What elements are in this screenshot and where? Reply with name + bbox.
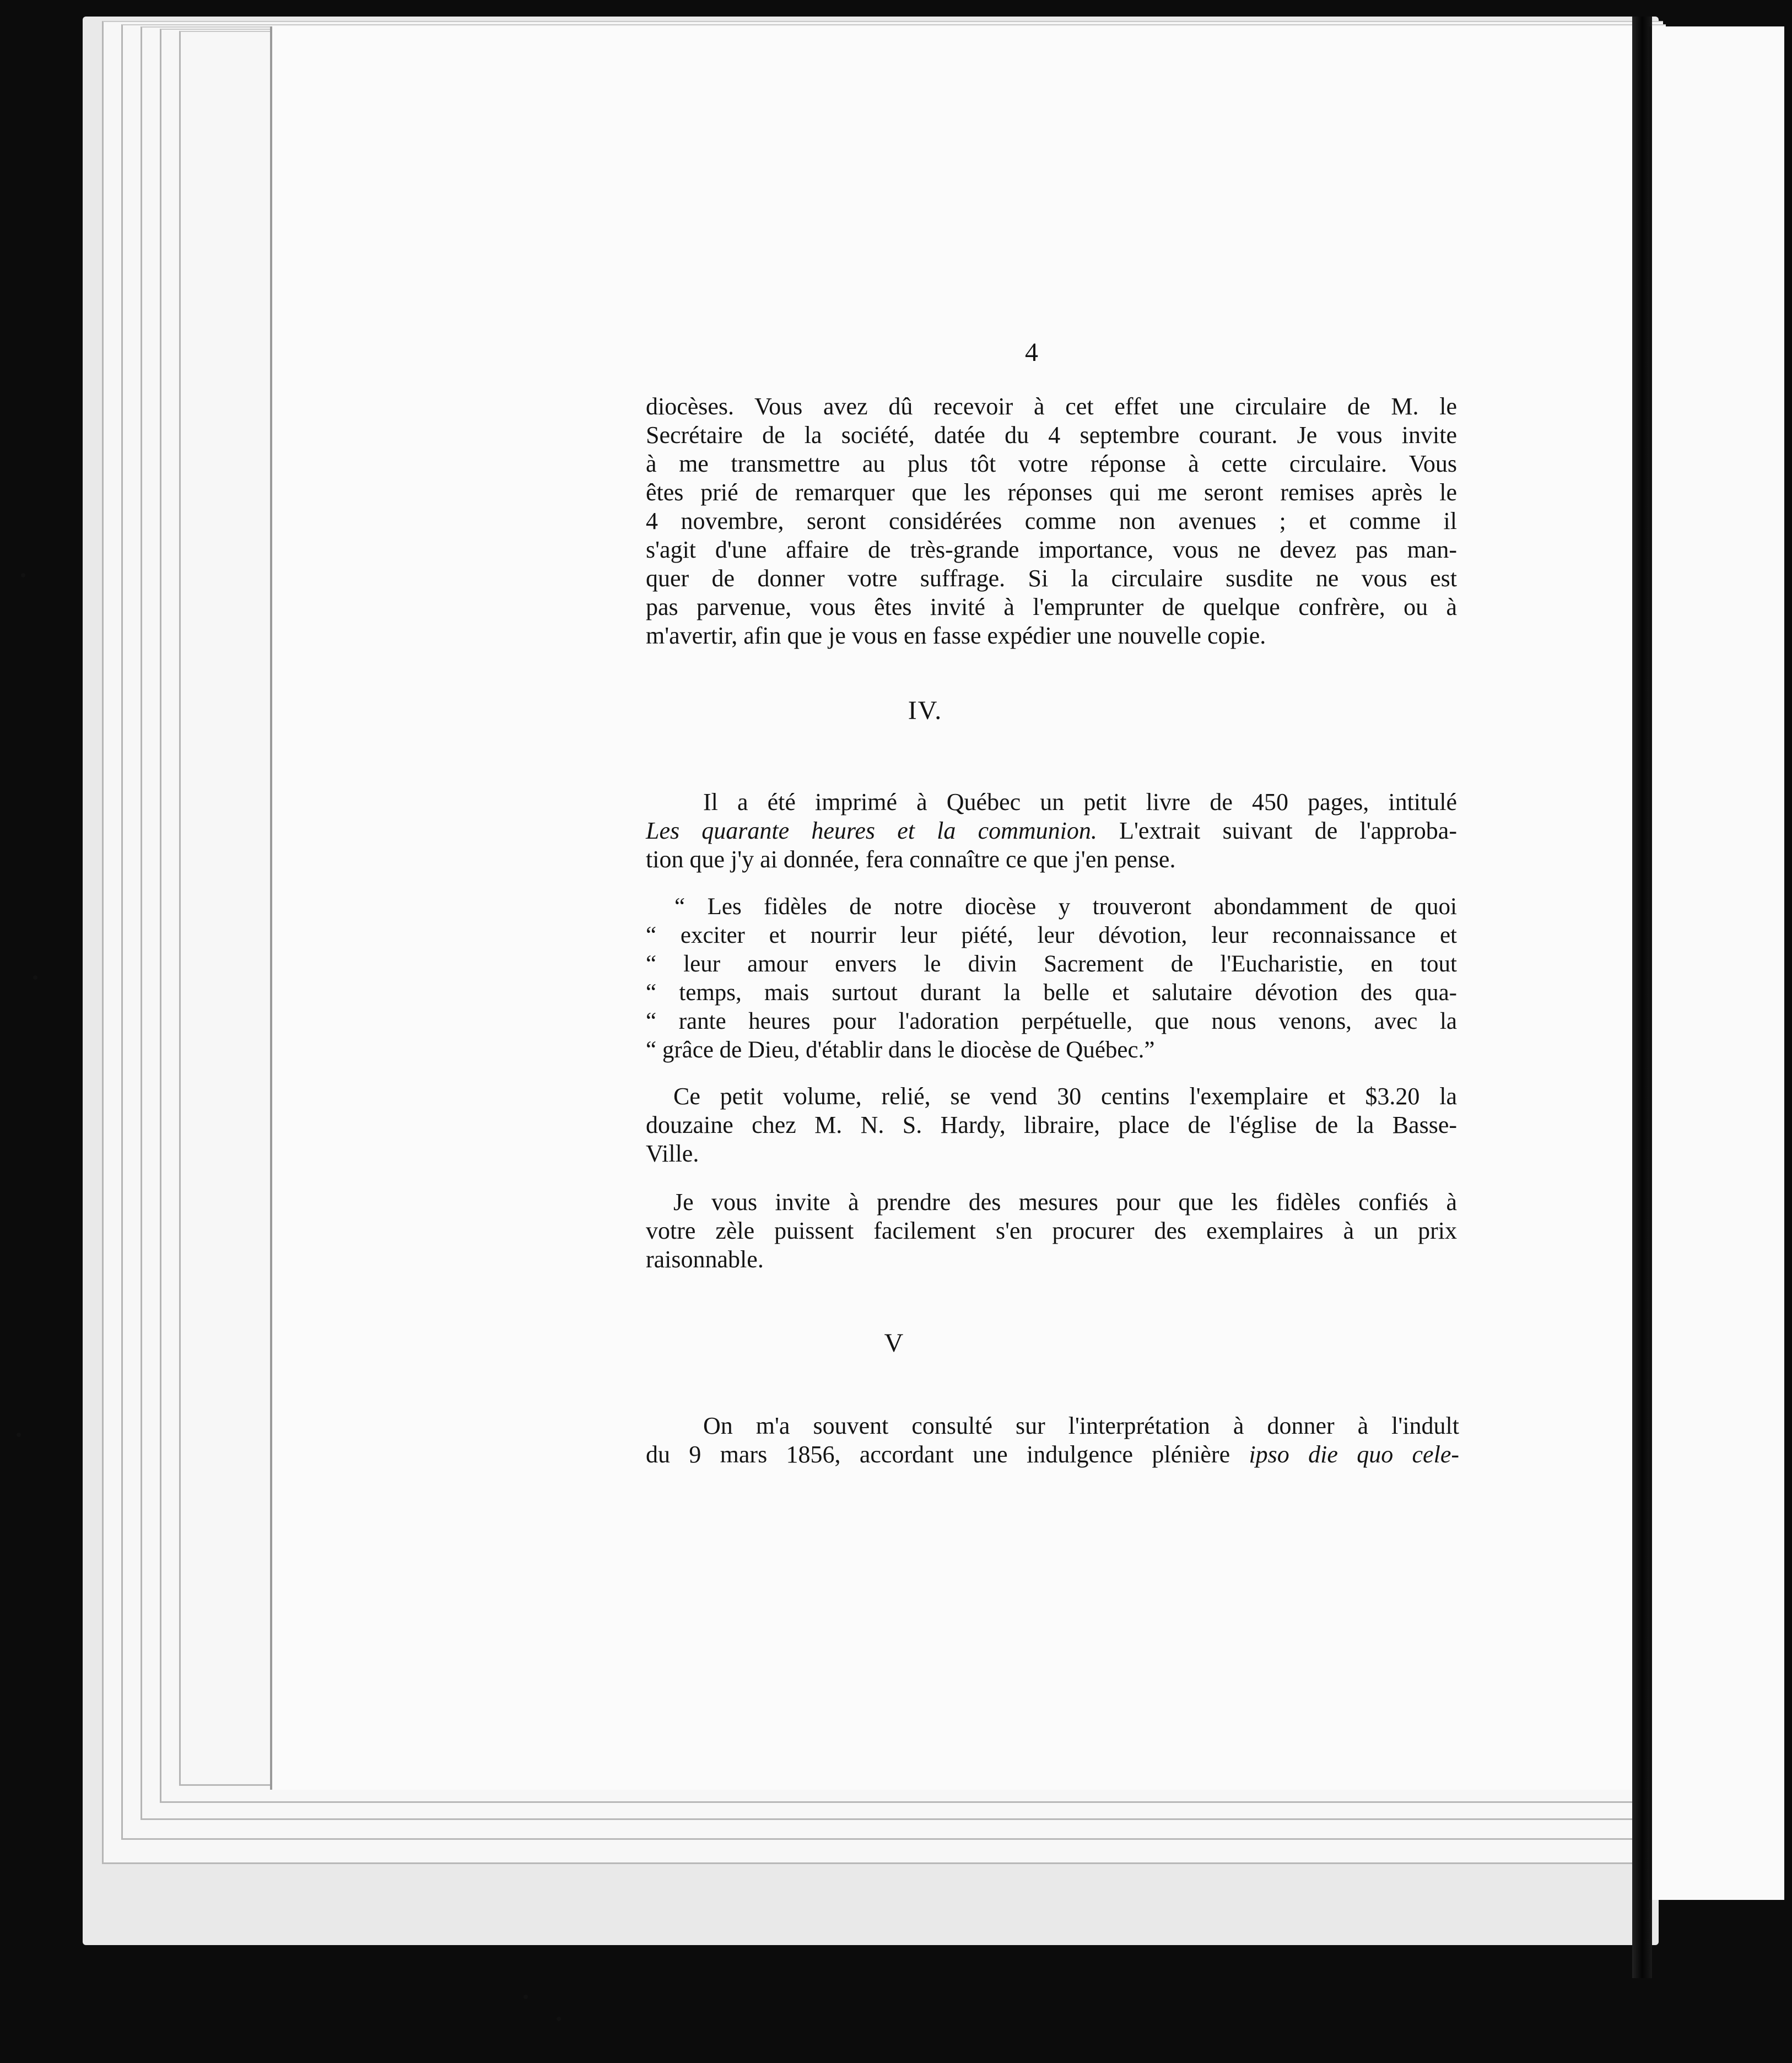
price-paragraph [646,1082,1457,1168]
text-line: tion que j'y ai donnée, fera connaître ce que j'en pense. [646,846,1176,873]
book-title: Les quarante heures et la communion. [646,817,1097,844]
text-line: On m'a souvent consulté sur l'interprétation à donner à l'indult [703,1412,1459,1439]
page-number: 4 [1025,338,1038,367]
text-line: pas parvenue, vous êtes invité à l'emprunter de quelque confrère, ou à [646,593,1457,620]
text-line: Il a été imprimé à Québec un petit livre de 450 pages, intitulé [703,789,1457,816]
text-line: raisonnable. [646,1246,764,1273]
scan-speck [523,1995,528,1999]
text-line: m'avertir, afin que je vous en fasse expédier une nouvelle copie. [646,622,1266,649]
scan-speck [21,573,25,577]
text-line [646,1440,1459,1469]
section-iv-intro [646,788,1457,874]
quote-line: “ grâce de Dieu, d'établir dans le diocèse de Québec.” [646,1037,1155,1063]
text-line: douzaine chez M. N. S. Hardy, libraire, place de l'église de la Basse- [646,1111,1457,1138]
text-line: s'agit d'une affaire de très-grande importance, vous ne devez pas man- [646,536,1457,563]
quote-line: “ temps, mais surtout durant la belle et salutaire dévotion des qua- [646,980,1457,1006]
text-line: à me transmettre au plus tôt votre réponse à cette circulaire. Vous [646,450,1457,477]
opening-paragraph [646,392,1457,650]
text-line [646,817,1457,845]
section-heading-v: V [884,1328,905,1358]
facing-page-edge [1649,26,1784,1900]
text-line: diocèses. Vous avez dû recevoir à cet effet une circulaire de M. le [646,393,1457,420]
scan-speck [557,2017,561,2021]
quote-line: “ rante heures pour l'adoration perpétuelle, que nous venons, avec la [646,1008,1457,1034]
text-line: votre zèle puissent facilement s'en procurer des exemplaires à un prix [646,1217,1457,1244]
invite-paragraph [646,1188,1457,1274]
quote-line: “ leur amour envers le divin Sacrement de l'Eucharistie, en tout [646,951,1457,977]
section-heading-iv: IV. [908,696,943,725]
text-line: Ce petit volume, relié, se vend 30 centins l'exemplaire et $3.20 la [673,1083,1457,1110]
text-line: Je vous invite à prendre des mesures pour que les fidèles confiés à [673,1189,1457,1216]
text-line: êtes prié de remarquer que les réponses qui me seront remises après le [646,479,1457,506]
text-line: Ville. [646,1140,699,1167]
text-line: 4 novembre, seront considérées comme non avenues ; et comme il [646,507,1457,534]
text-line: Secrétaire de la société, datée du 4 septembre courant. Je vous invite [646,422,1457,449]
scan-speck [33,975,37,980]
text-line: quer de donner votre suffrage. Si la circulaire susdite ne vous est [646,565,1457,592]
quote-line: “ exciter et nourrir leur piété, leur dévotion, leur reconnaissance et [646,922,1457,948]
section-v-paragraph [646,1412,1459,1469]
text-fragment: L'extrait suivant de l'approba- [1097,817,1457,844]
quote-line: “ Les fidèles de notre diocèse y trouveront abondamment de quoi [674,894,1457,920]
approbation-quote [646,893,1457,1065]
scan-speck [17,1433,21,1437]
text-fragment: du 9 mars 1856, accordant une indulgence plénière [646,1441,1249,1468]
latin-phrase: ipso die quo cele- [1249,1441,1459,1468]
